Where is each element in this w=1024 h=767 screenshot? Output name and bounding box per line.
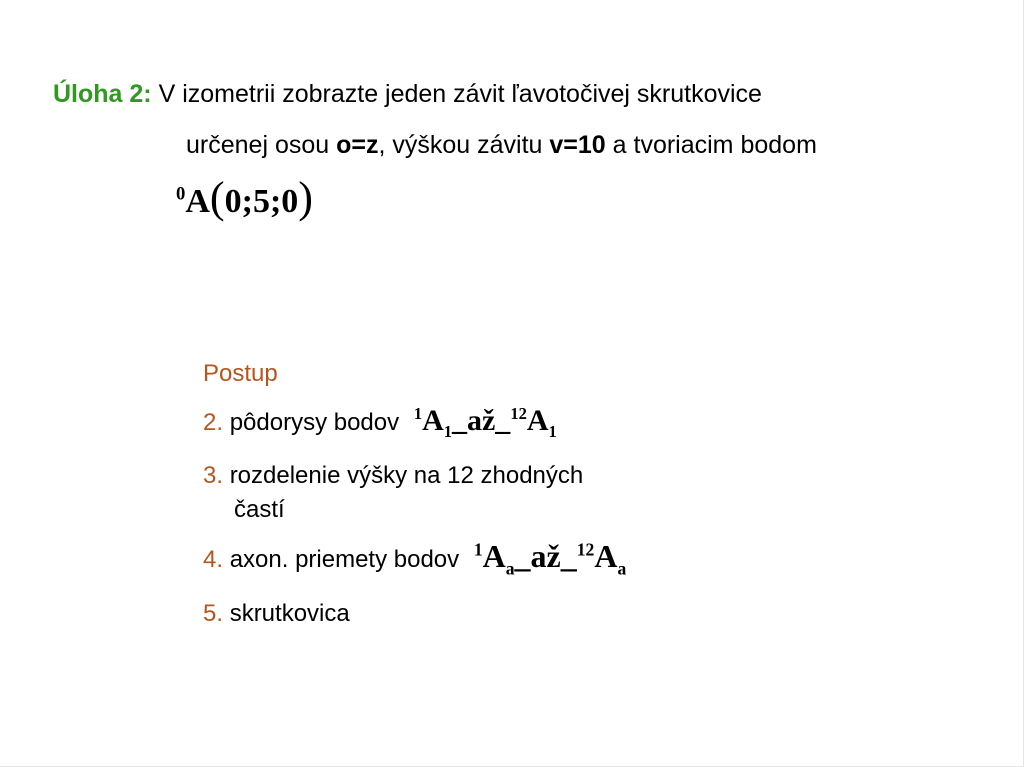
step-text: axon. priemety bodov: [229, 546, 460, 573]
math-range: _až_: [451, 404, 511, 437]
paren-left: (: [209, 173, 225, 222]
math-base: A: [482, 538, 506, 574]
procedure-title: Postup: [203, 360, 278, 387]
point-name: A: [185, 183, 210, 220]
step-text: skrutkovica: [229, 600, 350, 627]
math-pre-index: 12: [510, 404, 527, 423]
math-sub-index: a: [617, 558, 627, 579]
task-text-2a: určenej osou: [186, 131, 337, 159]
math-pre-index: 1: [413, 404, 423, 423]
step-5: [203, 600, 350, 628]
step-number: 3.: [203, 462, 224, 489]
task-label: Úloha 2:: [53, 80, 152, 108]
step-math: [413, 404, 557, 441]
math-pre-index: 1: [473, 539, 483, 560]
step-math: [473, 538, 627, 579]
task-text-line1: V izometrii zobrazte jeden závit ľavotočivej skrutkovice: [158, 80, 762, 108]
math-sub-index: 1: [548, 422, 557, 441]
step-2: [203, 404, 557, 442]
math-base: A: [594, 538, 618, 574]
math-base: A: [526, 404, 549, 437]
step-3: [203, 462, 583, 490]
task-text-2c: a tvoriacim bodom: [605, 131, 817, 159]
math-range: _až_: [514, 538, 577, 574]
step-4: [203, 538, 626, 579]
generating-point: [176, 172, 313, 223]
math-base: A: [422, 404, 444, 437]
height-value: v=10: [549, 131, 606, 159]
step-text: pôdorysy bodov: [229, 409, 400, 436]
math-sub-index: 1: [443, 422, 452, 441]
task-text-2b: , výškou závitu: [378, 131, 550, 159]
step-number: 5.: [203, 600, 224, 627]
step-number: 2.: [203, 409, 224, 436]
paren-right: ): [298, 173, 313, 222]
step-number: 4.: [203, 546, 224, 573]
task-line-1: [53, 80, 762, 109]
task-line-2: [186, 131, 817, 160]
axis-value: o=z: [336, 131, 379, 159]
point-pre-index: 0: [176, 183, 186, 205]
step-text: rozdelenie výšky na 12 zhodných: [229, 462, 584, 489]
math-sub-index: a: [505, 558, 515, 579]
point-coords: 0;5;0: [224, 183, 299, 220]
step-3-continuation: častí: [234, 496, 285, 523]
math-pre-index: 12: [576, 539, 595, 560]
